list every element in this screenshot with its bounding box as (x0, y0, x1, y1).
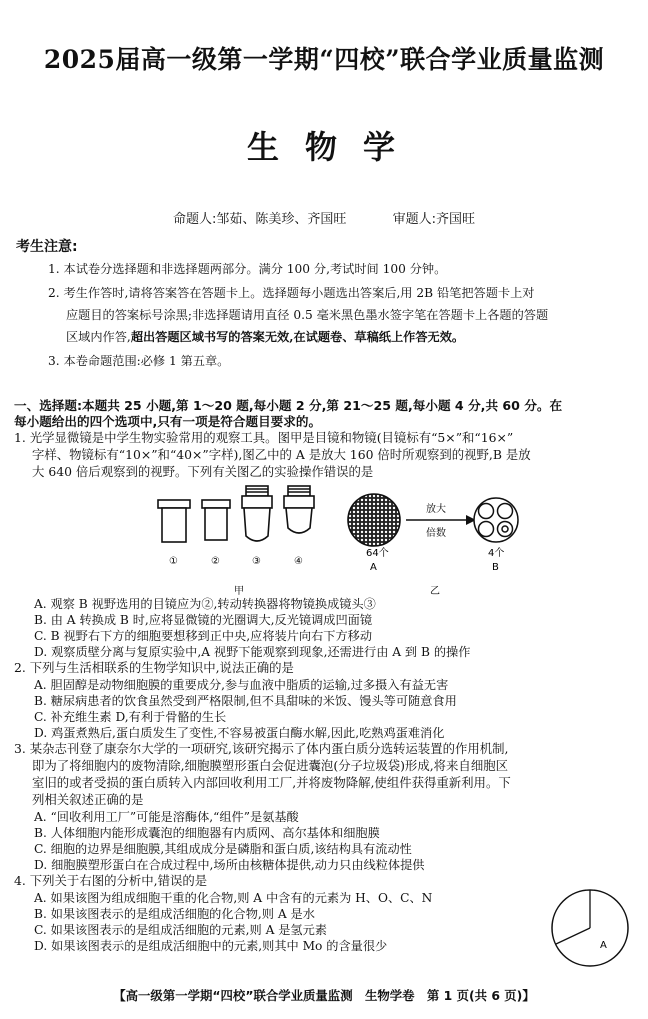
subject-title: 生物学 (246, 128, 421, 166)
q4-option-c: C. 如果该图表示的是组成活细胞的元素,则 A 是氢元素 (34, 923, 327, 937)
notice-item-2-plain: 区域内作答, (66, 330, 131, 344)
notice-item-2-line-3 (66, 326, 648, 348)
q1-figure (140, 478, 520, 598)
notice-item-2-bold: 超出答题区域书写的答案无效,在试题卷、草稿纸上作答无效。 (130, 330, 465, 344)
pie-label-a: A (600, 940, 607, 951)
lens-label-1: ① (169, 556, 178, 567)
q1-line-3: 大 640 倍后观察到的视野。下列有关图乙的实验操作错误的是 (32, 464, 374, 479)
q1-option-c: C. B 视野右下方的细胞要想移到正中央,应将装片向右下方移动 (34, 629, 373, 643)
q3-option-b: B. 人体细胞内能形成囊泡的细胞器有内质网、高尔基体和细胞膜 (34, 826, 380, 840)
lens-4-objective (284, 486, 314, 533)
q4-pie-figure (548, 886, 632, 970)
q3-option-c: C. 细胞的边界是细胞膜,其组成成分是磷脂和蛋白质,该结构具有流动性 (34, 842, 412, 856)
q3-line-3: 室旧的或者受损的蛋白质转入内部回收利用工厂,并将废物降解,使组件获得重新利用。下 (32, 775, 511, 790)
q3-line-2: 即为了将细胞内的废物清除,细胞膜塑形蛋白会促进囊泡(分子垃圾袋)形成,将来自细胞区 (32, 758, 508, 773)
arrow-label-top: 放大 (426, 504, 446, 515)
lens-3-objective (242, 486, 272, 541)
q2-option-b: B. 糖尿病患者的饮食虽然受到严格限制,但不具甜味的米饭、馒头等可随意食用 (34, 694, 457, 708)
q4-stem: 4. 下列关于右图的分析中,错误的是 (14, 873, 208, 888)
count-a: 64个 (366, 548, 389, 559)
setters: 命题人:邹茹、陈美珍、齐国旺 (173, 212, 347, 227)
authors-line (0, 208, 648, 227)
q3-option-a: A. “回收利用工厂”可能是溶酶体,“组件”是氨基酸 (34, 810, 299, 824)
q1-line-1: 1. 光学显微镜是中学生物实验常用的观察工具。图甲是目镜和物镜(目镜标有“5×”和“16×” (14, 430, 514, 445)
lens-label-3: ③ (252, 556, 261, 567)
q3-line-1: 3. 某杂志刊登了康奈尔大学的一项研究,该研究揭示了体内蛋白质分选转运装置的作用机制, (14, 741, 509, 756)
reviewer: 审题人:齐国旺 (392, 212, 475, 227)
lens-1-eyepiece (158, 500, 190, 542)
q3-line-4: 列相关叙述正确的是 (32, 792, 144, 807)
arrow-label-bottom: 倍数 (426, 528, 446, 539)
exam-title: 2025届高一级第一学期“四校”联合学业质量监测 (43, 45, 605, 74)
q4-option-b: B. 如果该图表示的是组成活细胞的化合物,则 A 是水 (34, 907, 315, 921)
notice-item-2-line-2: 应题目的答案标号涂黑;非选择题请用直径 0.5 毫米黑色墨水签字笔在答题卡上各题的答题 (66, 308, 549, 322)
q2-stem: 2. 下列与生活相联系的生物学知识中,说法正确的是 (14, 660, 294, 675)
q2-option-a: A. 胆固醇是动物细胞膜的重要成分,参与血液中脂质的运输,过多摄入有益无害 (34, 678, 449, 692)
lens-label-2: ② (211, 556, 220, 567)
q4-option-d: D. 如果该图表示的是组成活细胞中的元素,则其中 Mo 的含量很少 (34, 939, 388, 953)
page-footer: 【高一级第一学期“四校”联合学业质量监测 生物学卷 第 1 页(共 6 页)】 (113, 988, 535, 1003)
view-a-field (348, 494, 400, 546)
q1-option-d: D. 观察质壁分离与复原实验中,A 视野下能观察到现象,还需进行由 A 到 B 的操作 (34, 645, 471, 659)
notice-item-3: 3. 本卷命题范围:必修 1 第五章。 (48, 354, 230, 368)
notice-item-2-line-1: 2. 考生作答时,请将答案答在答题卡上。选择题每小题选出答案后,用 2B 铅笔把答题卡上对 (48, 286, 535, 300)
notice-item-1: 1. 本试卷分选择题和非选择题两部分。满分 100 分,考试时间 100 分钟。 (48, 262, 447, 276)
section-heading (14, 398, 638, 430)
q1-line-2: 字样、物镜标有“10×”和“40×”字样),图乙中的 A 是放大 160 倍时所观察到的视野,B 是放 (32, 447, 531, 462)
q2-option-c: C. 补充维生素 D,有利于骨骼的生长 (34, 710, 227, 724)
label-a: A (370, 562, 377, 573)
q1-option-b: B. 由 A 转换成 B 时,应将显微镜的光圈调大,反光镜调成凹面镜 (34, 613, 373, 627)
count-b: 4个 (488, 548, 505, 559)
caption-yi: 乙 (430, 586, 440, 597)
q1-option-a: A. 观察 B 视野选用的目镜应为②,转动转换器将物镜换成镜头③ (34, 597, 376, 611)
lens-label-4: ④ (294, 556, 303, 567)
section-heading-line-1: 一、选择题:本题共 25 小题,第 1～20 题,每小题 2 分,第 21～25 题,每小题 4 分,共 60 分。在 (14, 398, 563, 413)
q3-option-d: D. 细胞膜塑形蛋白在合成过程中,场所由核糖体提供,动力只由线粒体提供 (34, 858, 425, 872)
lens-2-eyepiece (202, 500, 230, 540)
caption-jia: 甲 (234, 586, 244, 597)
q4-option-a: A. 如果该图为组成细胞干重的化合物,则 A 中含有的元素为 H、O、C、N (34, 891, 433, 905)
q2-option-d: D. 鸡蛋煮熟后,蛋白质发生了变性,不容易被蛋白酶水解,因此,吃熟鸡蛋难消化 (34, 726, 445, 740)
view-b-field (474, 498, 518, 542)
label-b: B (492, 562, 499, 573)
section-heading-line-2: 每小题给出的四个选项中,只有一项是符合题目要求的。 (14, 414, 322, 429)
notice-heading: 考生注意: (16, 239, 78, 255)
